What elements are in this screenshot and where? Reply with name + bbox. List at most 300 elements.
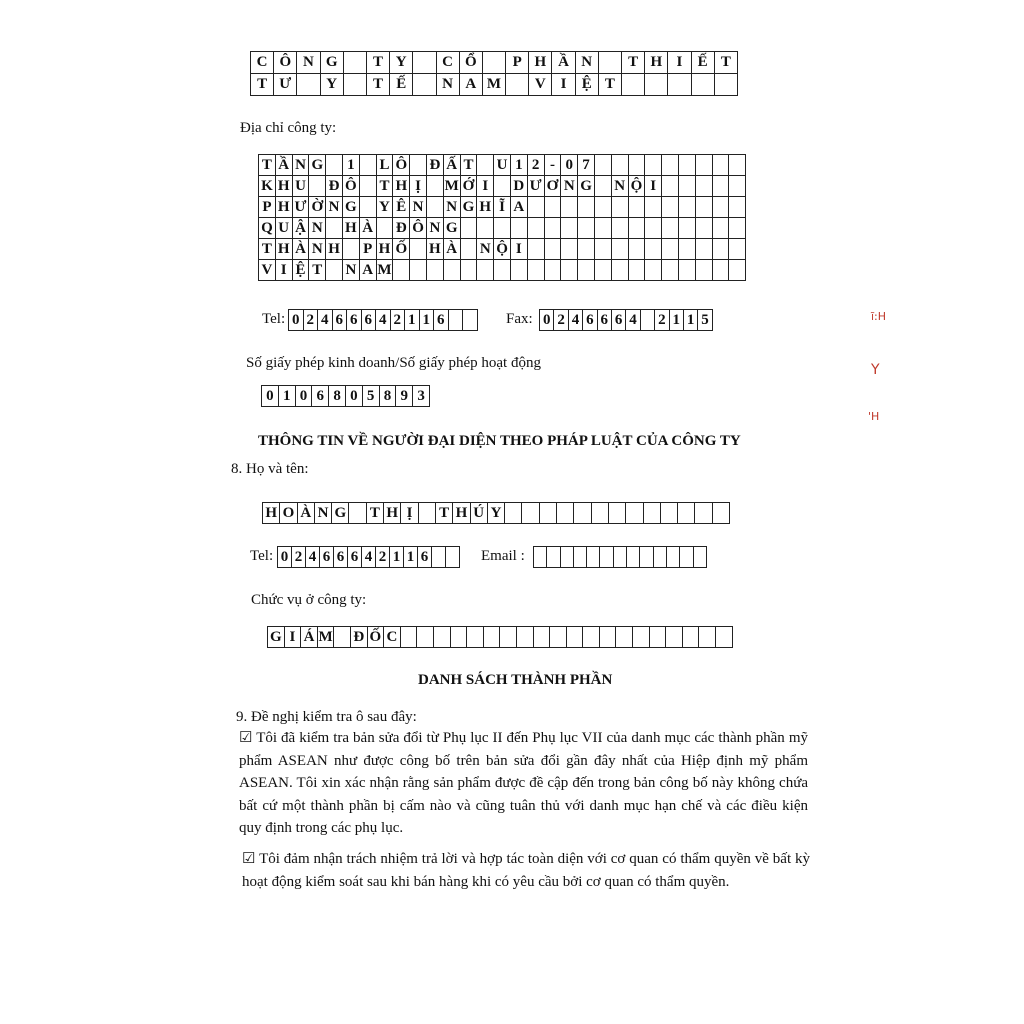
letter-box xyxy=(560,238,578,260)
rep-section-heading: THÔNG TIN VỀ NGƯỜI ĐẠI DIỆN THEO PHÁP LUẬT CỦA CÔNG TY xyxy=(258,433,741,449)
rep-tel-grid xyxy=(278,547,460,568)
rep-name-label: 8. Họ và tên: xyxy=(231,461,309,477)
letter-box xyxy=(527,217,545,239)
letter-box: 6 xyxy=(333,546,348,568)
letter-box xyxy=(577,196,595,218)
letter-box: 0 xyxy=(539,309,554,331)
letter-box: H xyxy=(275,175,293,197)
letter-box xyxy=(712,259,730,281)
letter-box xyxy=(632,626,650,648)
letter-box: H xyxy=(342,217,360,239)
letter-box xyxy=(615,626,633,648)
letter-box xyxy=(660,502,678,524)
letter-box: T xyxy=(714,51,738,74)
letter-box: Ố xyxy=(367,626,385,648)
letter-box: A xyxy=(459,73,483,96)
letter-box xyxy=(504,502,522,524)
letter-box xyxy=(644,73,668,96)
letter-box: 6 xyxy=(582,309,597,331)
letter-box xyxy=(510,217,528,239)
letter-box: Ờ xyxy=(308,196,326,218)
stamp-fragment: Y xyxy=(871,362,880,378)
letter-box: T xyxy=(435,502,453,524)
company-fax-label: Fax: xyxy=(506,311,533,327)
letter-box: P xyxy=(359,238,377,260)
letter-box: 3 xyxy=(412,385,430,407)
letter-box xyxy=(560,546,574,568)
letter-box: 1 xyxy=(342,154,360,176)
letter-box: N xyxy=(296,51,320,74)
letter-box xyxy=(613,546,627,568)
letter-box: Ơ xyxy=(544,175,562,197)
letter-box xyxy=(443,259,461,281)
letter-box: 6 xyxy=(311,385,329,407)
letter-box xyxy=(661,196,679,218)
letter-box xyxy=(325,154,343,176)
letter-box xyxy=(343,73,367,96)
letter-box: N xyxy=(426,217,444,239)
letter-box: N xyxy=(308,217,326,239)
letter-box: 0 xyxy=(288,309,304,331)
letter-box xyxy=(682,626,700,648)
letter-box: T xyxy=(258,238,276,260)
letter-box: D xyxy=(510,175,528,197)
company-tel-grid xyxy=(289,310,478,331)
letter-box: Ộ xyxy=(493,238,511,260)
letter-box xyxy=(359,196,377,218)
letter-box xyxy=(325,217,343,239)
letter-box xyxy=(695,175,713,197)
grid-row xyxy=(259,155,746,176)
letter-box: Đ xyxy=(392,217,410,239)
letter-box: H xyxy=(275,238,293,260)
letter-box: 4 xyxy=(317,309,333,331)
letter-box: P xyxy=(505,51,529,74)
letter-box xyxy=(308,175,326,197)
grid-row xyxy=(263,503,730,524)
letter-box xyxy=(678,154,696,176)
letter-box: 0 xyxy=(295,385,313,407)
grid-row xyxy=(259,176,746,197)
letter-box xyxy=(594,238,612,260)
letter-box: P xyxy=(258,196,276,218)
letter-box: G xyxy=(320,51,344,74)
letter-box: T xyxy=(366,73,390,96)
grid-row xyxy=(259,197,746,218)
letter-box: À xyxy=(359,217,377,239)
letter-box xyxy=(639,546,653,568)
letter-box: 8 xyxy=(379,385,397,407)
letter-box xyxy=(678,259,696,281)
letter-box xyxy=(628,217,646,239)
letter-box: À xyxy=(292,238,310,260)
letter-box xyxy=(644,238,662,260)
letter-box: N xyxy=(308,238,326,260)
letter-box xyxy=(728,175,746,197)
letter-box: V xyxy=(528,73,552,96)
company-name-grid xyxy=(251,52,738,96)
letter-box xyxy=(661,175,679,197)
letter-box xyxy=(573,502,591,524)
letter-box xyxy=(649,626,667,648)
letter-box: 2 xyxy=(553,309,568,331)
company-fax-grid xyxy=(540,310,713,331)
letter-box xyxy=(712,238,730,260)
letter-box: G xyxy=(267,626,285,648)
letter-box xyxy=(533,546,547,568)
letter-box: 5 xyxy=(697,309,712,331)
grid-row xyxy=(278,547,460,568)
letter-box: Ô xyxy=(273,51,297,74)
letter-box xyxy=(599,546,613,568)
letter-box: Ị xyxy=(400,502,418,524)
letter-box: A xyxy=(510,196,528,218)
letter-box xyxy=(556,502,574,524)
letter-box: Ú xyxy=(470,502,488,524)
letter-box xyxy=(460,238,478,260)
letter-box xyxy=(644,154,662,176)
letter-box xyxy=(644,217,662,239)
letter-box: U xyxy=(493,154,511,176)
letter-box: 2 xyxy=(654,309,669,331)
letter-box: 1 xyxy=(404,309,420,331)
letter-box: Ế xyxy=(389,73,413,96)
letter-box xyxy=(493,175,511,197)
letter-box xyxy=(628,238,646,260)
stamp-fragment: ĩ:H xyxy=(871,310,887,323)
letter-box xyxy=(628,196,646,218)
letter-box: Ô xyxy=(342,175,360,197)
letter-box: 0 xyxy=(345,385,363,407)
letter-box: I xyxy=(644,175,662,197)
letter-box xyxy=(695,217,713,239)
letter-box xyxy=(712,154,730,176)
letter-box: H xyxy=(644,51,668,74)
declaration-item-2-text: Tôi đảm nhận trách nhiệm trả lời và hợp tác toàn diện với cơ quan có thẩm quyền về bất kỳ hoạt động kiểm soát sau khi bán hàng khi có yêu cầu bởi cơ quan có thẩm quyền. xyxy=(242,851,811,890)
letter-box: N xyxy=(611,175,629,197)
letter-box: N xyxy=(409,196,427,218)
letter-box: N xyxy=(443,196,461,218)
letter-box xyxy=(661,238,679,260)
letter-box xyxy=(698,626,716,648)
letter-box: N xyxy=(325,196,343,218)
letter-box: 1 xyxy=(403,546,418,568)
letter-box: H xyxy=(275,196,293,218)
letter-box xyxy=(409,154,427,176)
letter-box xyxy=(566,626,584,648)
letter-box: Y xyxy=(487,502,505,524)
letter-box: Á xyxy=(300,626,318,648)
letter-box: N xyxy=(436,73,460,96)
letter-box xyxy=(577,238,595,260)
letter-box: M xyxy=(443,175,461,197)
letter-box xyxy=(712,502,730,524)
letter-box: Ị xyxy=(409,175,427,197)
letter-box: T xyxy=(621,51,645,74)
grid-row xyxy=(251,74,738,96)
letter-box: Ậ xyxy=(292,217,310,239)
letter-box: Ầ xyxy=(551,51,575,74)
letter-box xyxy=(418,502,436,524)
letter-box: Ố xyxy=(392,238,410,260)
letter-box xyxy=(409,259,427,281)
rep-email-label: Email : xyxy=(481,548,525,564)
letter-box: T xyxy=(376,175,394,197)
letter-box xyxy=(695,259,713,281)
letter-box xyxy=(426,196,444,218)
letter-box: 2 xyxy=(291,546,306,568)
letter-box: C xyxy=(383,626,401,648)
letter-box: Ổ xyxy=(459,51,483,74)
letter-box xyxy=(544,196,562,218)
letter-box: I xyxy=(667,51,691,74)
letter-box: Đ xyxy=(350,626,368,648)
letter-box: Ấ xyxy=(443,154,461,176)
letter-box: 0 xyxy=(261,385,279,407)
letter-box xyxy=(712,196,730,218)
grid-row xyxy=(259,218,746,239)
letter-box: A xyxy=(359,259,377,281)
letter-box xyxy=(499,626,517,648)
stamp-fragment: 'H xyxy=(868,410,880,423)
letter-box: 6 xyxy=(611,309,626,331)
components-heading: DANH SÁCH THÀNH PHẦN xyxy=(418,672,613,688)
letter-box xyxy=(678,238,696,260)
letter-box: 1 xyxy=(669,309,684,331)
letter-box xyxy=(426,175,444,197)
letter-box: H xyxy=(376,238,394,260)
letter-box xyxy=(643,502,661,524)
letter-box: Ĩ xyxy=(493,196,511,218)
letter-box: 4 xyxy=(568,309,583,331)
letter-box: G xyxy=(308,154,326,176)
letter-box xyxy=(691,73,715,96)
letter-box: Ệ xyxy=(575,73,599,96)
letter-box xyxy=(527,238,545,260)
grid-row xyxy=(268,627,733,648)
letter-box xyxy=(665,626,683,648)
letter-box xyxy=(416,626,434,648)
letter-box: 5 xyxy=(362,385,380,407)
grid-row xyxy=(251,52,738,74)
letter-box: N xyxy=(476,238,494,260)
letter-box xyxy=(714,73,738,96)
letter-box xyxy=(521,502,539,524)
letter-box xyxy=(462,309,478,331)
letter-box xyxy=(392,259,410,281)
letter-box xyxy=(516,626,534,648)
letter-box xyxy=(343,51,367,74)
letter-box: H xyxy=(262,502,280,524)
grid-row xyxy=(259,239,746,260)
letter-box xyxy=(426,259,444,281)
letter-box xyxy=(493,259,511,281)
letter-box xyxy=(728,154,746,176)
letter-box: 1 xyxy=(683,309,698,331)
letter-box xyxy=(412,73,436,96)
letter-box: M xyxy=(317,626,335,648)
letter-box: H xyxy=(452,502,470,524)
letter-box: 1 xyxy=(510,154,528,176)
letter-box xyxy=(476,259,494,281)
letter-box xyxy=(577,259,595,281)
letter-box xyxy=(594,259,612,281)
letter-box xyxy=(695,154,713,176)
letter-box xyxy=(594,217,612,239)
letter-box xyxy=(431,546,446,568)
letter-box: 4 xyxy=(625,309,640,331)
letter-box xyxy=(728,196,746,218)
rep-position-label: Chức vụ ở công ty: xyxy=(251,592,367,608)
letter-box: H xyxy=(392,175,410,197)
letter-box xyxy=(450,626,468,648)
letter-box xyxy=(728,259,746,281)
letter-box xyxy=(409,238,427,260)
letter-box xyxy=(599,626,617,648)
letter-box: N xyxy=(560,175,578,197)
letter-box: I xyxy=(275,259,293,281)
grid-row xyxy=(540,310,713,331)
letter-box: 1 xyxy=(389,546,404,568)
letter-box xyxy=(594,196,612,218)
letter-box xyxy=(628,154,646,176)
letter-box xyxy=(678,196,696,218)
letter-box: G xyxy=(460,196,478,218)
letter-box xyxy=(712,175,730,197)
letter-box xyxy=(678,175,696,197)
letter-box: T xyxy=(366,502,384,524)
declaration-item-1 xyxy=(239,727,808,840)
letter-box xyxy=(573,546,587,568)
letter-box xyxy=(505,73,529,96)
letter-box xyxy=(611,217,629,239)
letter-box xyxy=(359,175,377,197)
letter-box: M xyxy=(376,259,394,281)
letter-box xyxy=(533,626,551,648)
letter-box xyxy=(679,546,693,568)
letter-box xyxy=(560,259,578,281)
letter-box xyxy=(476,217,494,239)
letter-box xyxy=(694,502,712,524)
letter-box: Ư xyxy=(527,175,545,197)
letter-box xyxy=(591,502,609,524)
letter-box: - xyxy=(544,154,562,176)
grid-row xyxy=(289,310,478,331)
letter-box xyxy=(296,73,320,96)
letter-box: Q xyxy=(258,217,276,239)
letter-box: 6 xyxy=(597,309,612,331)
letter-box: 6 xyxy=(332,309,348,331)
letter-box: T xyxy=(258,154,276,176)
letter-box xyxy=(544,217,562,239)
letter-box xyxy=(400,626,418,648)
letter-box xyxy=(577,217,595,239)
letter-box xyxy=(527,196,545,218)
letter-box xyxy=(359,154,377,176)
grid-row xyxy=(262,386,430,407)
letter-box: G xyxy=(577,175,595,197)
letter-box: Ư xyxy=(292,196,310,218)
letter-box xyxy=(594,154,612,176)
letter-box: U xyxy=(292,175,310,197)
letter-box: N xyxy=(342,259,360,281)
letter-box: Y xyxy=(376,196,394,218)
letter-box xyxy=(549,626,567,648)
letter-box: Ớ xyxy=(460,175,478,197)
letter-box xyxy=(712,217,730,239)
letter-box xyxy=(661,154,679,176)
letter-box xyxy=(586,546,600,568)
letter-box: 6 xyxy=(346,309,362,331)
letter-box: U xyxy=(275,217,293,239)
rep-tel-label: Tel: xyxy=(250,548,274,564)
letter-box xyxy=(466,626,484,648)
license-grid xyxy=(262,386,430,407)
letter-box: G xyxy=(342,196,360,218)
letter-box xyxy=(483,626,501,648)
letter-box: 2 xyxy=(527,154,545,176)
letter-box: Ô xyxy=(392,154,410,176)
letter-box xyxy=(598,51,622,74)
letter-box xyxy=(695,196,713,218)
letter-box: V xyxy=(258,259,276,281)
letter-box: Ầ xyxy=(275,154,293,176)
letter-box: À xyxy=(443,238,461,260)
rep-position-grid xyxy=(268,627,733,648)
letter-box: 1 xyxy=(278,385,296,407)
letter-box xyxy=(482,51,506,74)
letter-box: Ộ xyxy=(628,175,646,197)
letter-box: H xyxy=(476,196,494,218)
letter-box xyxy=(611,154,629,176)
grid-row xyxy=(534,547,707,568)
letter-box: Ế xyxy=(691,51,715,74)
rep-email-grid xyxy=(534,547,707,568)
letter-box xyxy=(626,546,640,568)
letter-box xyxy=(653,546,667,568)
checkbox-checked-icon: ☑ xyxy=(239,730,253,746)
letter-box: T xyxy=(250,73,274,96)
letter-box xyxy=(644,196,662,218)
declaration-item-1-text: Tôi đã kiểm tra bản sửa đổi từ Phụ lục II đến Phụ lục VII của danh mục các thành phần mỹ phẩm ASEAN như được công bố trên bản sửa đổi gần đây nhất của Hiệp định mỹ phẩm ASEAN. Tôi xin xác nhận rằng sản phẩm được đề cập đến trong bản công bố này không chứa bất cứ một thành phần bị cấm nào và cũng tuân thủ với danh mục hạn chế và các điều kiện quy định trong các phụ lục. xyxy=(239,730,808,836)
letter-box xyxy=(476,154,494,176)
letter-box: 8 xyxy=(328,385,346,407)
letter-box xyxy=(582,626,600,648)
letter-box: T xyxy=(308,259,326,281)
letter-box: C xyxy=(250,51,274,74)
letter-box xyxy=(611,196,629,218)
letter-box: I xyxy=(551,73,575,96)
letter-box: Y xyxy=(320,73,344,96)
letter-box xyxy=(325,259,343,281)
letter-box: 2 xyxy=(375,546,390,568)
letter-box xyxy=(728,238,746,260)
letter-box xyxy=(666,546,680,568)
letter-box: 0 xyxy=(277,546,292,568)
letter-box: I xyxy=(284,626,302,648)
letter-box xyxy=(611,238,629,260)
declaration-item-2 xyxy=(242,848,810,893)
letter-box: 4 xyxy=(375,309,391,331)
letter-box: 6 xyxy=(361,309,377,331)
letter-box xyxy=(376,217,394,239)
letter-box: L xyxy=(376,154,394,176)
letter-box xyxy=(693,546,707,568)
letter-box: G xyxy=(443,217,461,239)
letter-box: Y xyxy=(389,51,413,74)
letter-box: O xyxy=(279,502,297,524)
letter-box xyxy=(644,259,662,281)
